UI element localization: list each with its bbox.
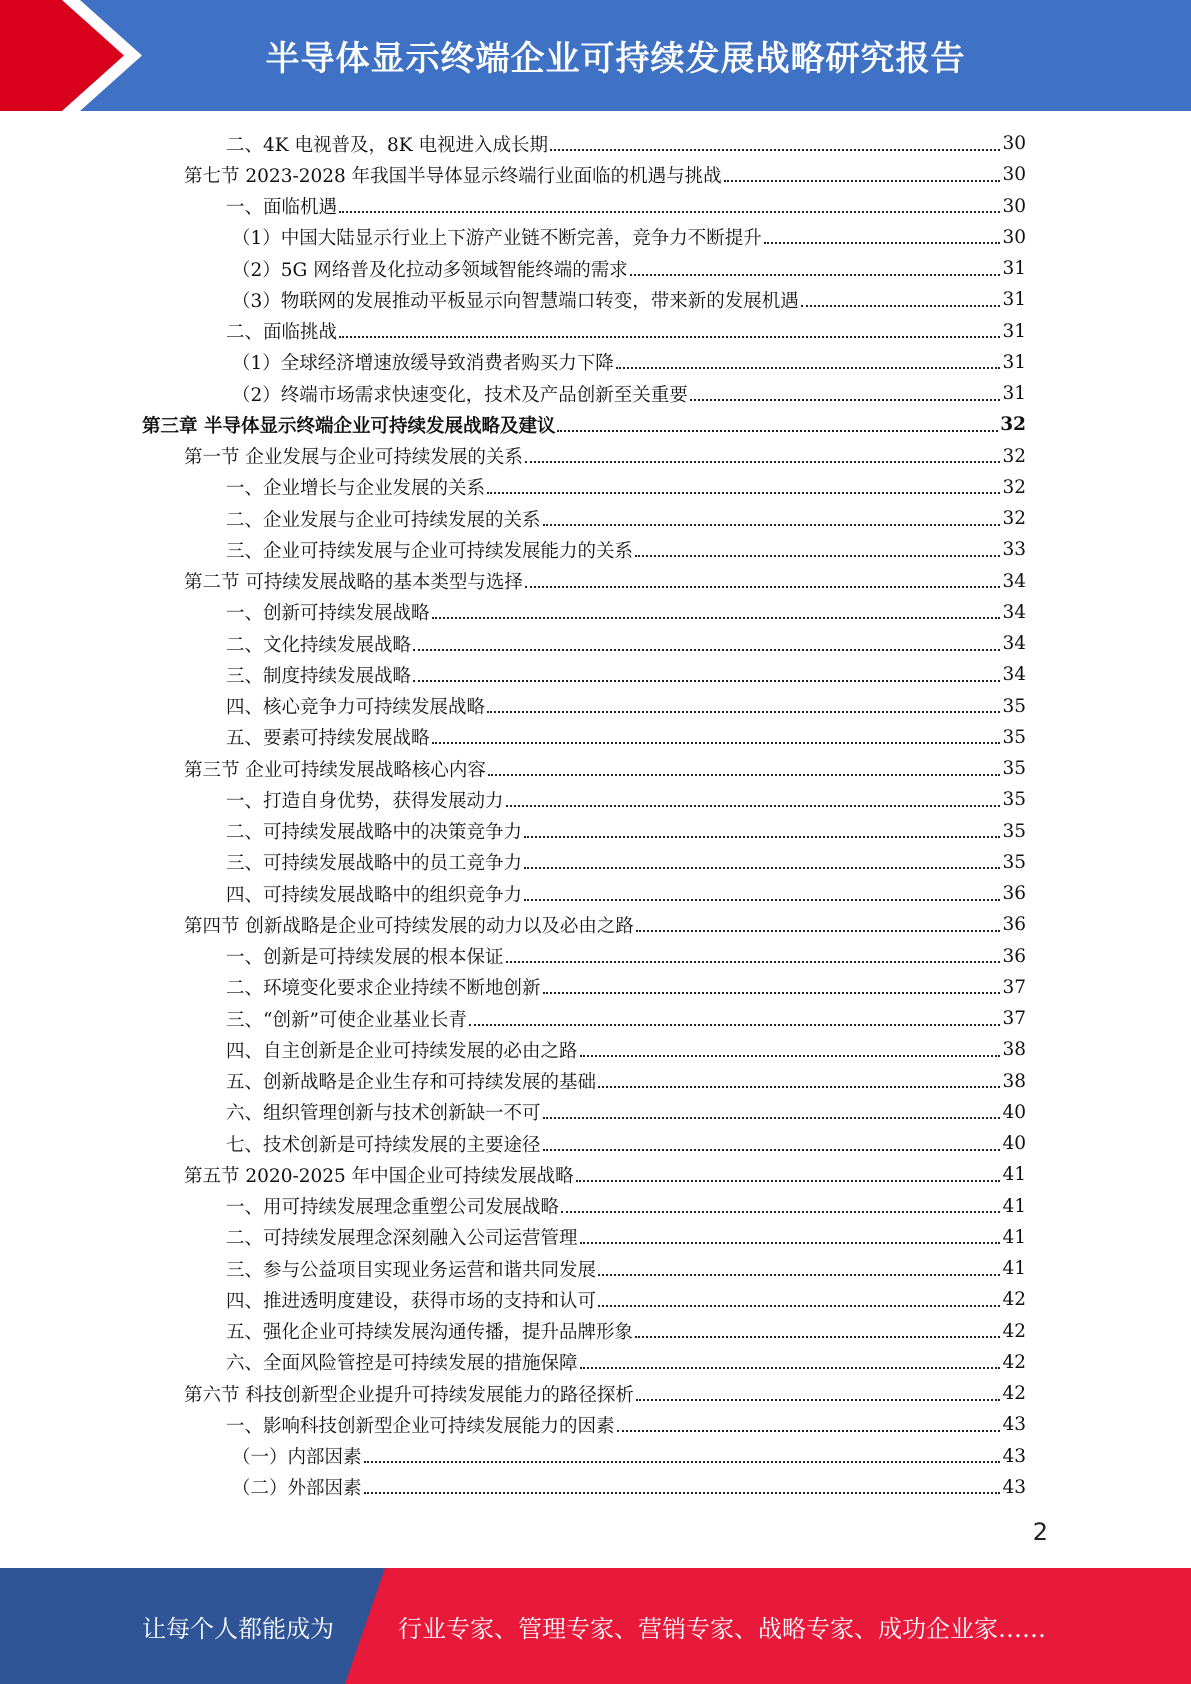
dot-leader xyxy=(413,649,1000,651)
page-header xyxy=(0,0,1191,111)
toc-entry-page: 36 xyxy=(1002,914,1026,936)
toc-entry[interactable] xyxy=(142,284,1026,315)
dot-leader xyxy=(543,1149,1001,1151)
dot-leader xyxy=(598,1274,1000,1276)
toc-entry[interactable] xyxy=(142,1159,1026,1190)
toc-entry-title: 四、推进透明度建设，获得市场的支持和认可 xyxy=(226,1290,597,1312)
dot-leader xyxy=(339,211,1000,213)
page-footer xyxy=(0,1568,1191,1684)
toc-entry[interactable] xyxy=(142,1409,1026,1440)
toc-entry-page: 41 xyxy=(1002,1195,1026,1217)
toc-entry[interactable] xyxy=(142,503,1026,534)
toc-entry-title: 六、组织管理创新与技术创新缺一不可 xyxy=(226,1103,541,1125)
dot-leader xyxy=(580,1055,1001,1057)
toc-entry-title: 六、全面风险管控是可持续发展的措施保障 xyxy=(226,1353,578,1375)
toc-entry-page: 43 xyxy=(1002,1445,1026,1467)
dot-leader xyxy=(524,867,1000,869)
dot-leader xyxy=(364,1492,1001,1494)
toc-entry[interactable] xyxy=(142,253,1026,284)
dot-leader xyxy=(576,1180,1001,1182)
toc-entry-page: 35 xyxy=(1002,851,1026,873)
dot-leader xyxy=(764,242,1001,244)
toc-entry-page: 35 xyxy=(1002,695,1026,717)
toc-entry-page: 33 xyxy=(1002,539,1026,561)
toc-entry-page: 31 xyxy=(1002,258,1026,280)
dot-leader xyxy=(801,305,1001,307)
toc-entry-title: 二、可持续发展理念深刻融入公司运营管理 xyxy=(226,1228,578,1250)
toc-entry-page: 42 xyxy=(1002,1289,1026,1311)
toc-entry-title: 一、面临机遇 xyxy=(226,197,338,219)
toc-entry-title: 一、影响科技创新型企业可持续发展能力的因素 xyxy=(226,1415,615,1437)
toc-entry-page: 35 xyxy=(1002,789,1026,811)
toc-entry-title: 七、技术创新是可持续发展的主要途径 xyxy=(226,1134,541,1156)
toc-entry-page: 35 xyxy=(1002,820,1026,842)
toc-entry-title: 三、制度持续发展战略 xyxy=(226,665,412,687)
toc-entry-page: 31 xyxy=(1002,320,1026,342)
toc-entry-page: 41 xyxy=(1002,1164,1026,1186)
toc-entry[interactable] xyxy=(142,409,1026,440)
toc-entry-title: （1）中国大陆显示行业上下游产业链不断完善，竞争力不断提升 xyxy=(232,228,762,250)
toc-entry-page: 30 xyxy=(1002,226,1026,248)
toc-entry-page: 38 xyxy=(1002,1070,1026,1092)
toc-entry-title: 第六节 科技创新型企业提升可持续发展能力的路径探析 xyxy=(184,1384,634,1406)
toc-entry-page: 43 xyxy=(1002,1414,1026,1436)
toc-entry-page: 34 xyxy=(1002,570,1026,592)
dot-leader xyxy=(432,742,1001,744)
toc-entry[interactable] xyxy=(142,1003,1026,1034)
dot-leader xyxy=(524,836,1000,838)
toc-entry-title: 一、打造自身优势，获得发展动力 xyxy=(226,790,504,812)
toc-entry-page: 34 xyxy=(1002,633,1026,655)
toc-entry[interactable] xyxy=(142,534,1026,565)
dot-leader xyxy=(413,680,1000,682)
toc-entry-page: 30 xyxy=(1002,164,1026,186)
toc-entry[interactable] xyxy=(142,566,1026,597)
dot-leader xyxy=(487,492,1000,494)
toc-entry[interactable] xyxy=(142,659,1026,690)
toc-entry-title: 第五节 2020-2025 年中国企业可持续发展战略 xyxy=(184,1165,574,1187)
report-title: 半导体显示终端企业可持续发展战略研究报告 xyxy=(265,39,966,79)
toc-entry-page: 34 xyxy=(1002,664,1026,686)
toc-entry[interactable] xyxy=(142,753,1026,784)
toc-entry-title: 二、4K 电视普及，8K 电视进入成长期 xyxy=(226,134,548,156)
toc-entry-title: 第四节 创新战略是企业可持续发展的动力以及必由之路 xyxy=(184,915,634,937)
toc-entry[interactable] xyxy=(142,1128,1026,1159)
toc-entry[interactable] xyxy=(142,128,1026,159)
toc-entry[interactable] xyxy=(142,878,1026,909)
toc-entry[interactable] xyxy=(142,159,1026,190)
toc-entry-page: 32 xyxy=(1002,476,1026,498)
toc-entry-title: 五、创新战略是企业生存和可持续发展的基础 xyxy=(226,1072,597,1094)
dot-leader xyxy=(724,180,1001,182)
dot-leader xyxy=(636,930,1001,932)
dot-leader xyxy=(524,899,1000,901)
toc-entry[interactable] xyxy=(142,1066,1026,1097)
toc-entry-title: （二）外部因素 xyxy=(232,1478,362,1500)
dot-leader xyxy=(364,1461,1001,1463)
footer-slogan-right: 行业专家、管理专家、营销专家、战略专家、成功企业家…… xyxy=(398,1614,1046,1643)
dot-leader xyxy=(487,711,1000,713)
toc-entry-title: 三、企业可持续发展与企业可持续发展能力的关系 xyxy=(226,540,634,562)
dot-leader xyxy=(543,524,1001,526)
dot-leader xyxy=(339,336,1000,338)
toc-entry-page: 36 xyxy=(1002,883,1026,905)
toc-entry-title: 一、创新是可持续发展的根本保证 xyxy=(226,947,504,969)
toc-entry-page: 35 xyxy=(1002,758,1026,780)
toc-entry-page: 36 xyxy=(1002,945,1026,967)
toc-entry-page: 31 xyxy=(1002,289,1026,311)
dot-leader xyxy=(598,1086,1000,1088)
toc-entry-page: 43 xyxy=(1002,1476,1026,1498)
toc-entry[interactable] xyxy=(142,191,1026,222)
dot-leader xyxy=(561,1211,1000,1213)
footer-slogan-left: 让每个人都能成为 xyxy=(142,1614,334,1643)
toc-entry[interactable] xyxy=(142,222,1026,253)
dot-leader xyxy=(432,617,1001,619)
toc-entry-title: 第七节 2023-2028 年我国半导体显示终端行业面临的机遇与挑战 xyxy=(184,165,722,187)
dot-leader xyxy=(469,1024,1001,1026)
toc-entry[interactable] xyxy=(142,597,1026,628)
dot-leader xyxy=(557,430,998,432)
toc-entry-page: 34 xyxy=(1002,601,1026,623)
toc-entry-page: 32 xyxy=(1002,508,1026,530)
toc-entry-title: 四、可持续发展战略中的组织竞争力 xyxy=(226,884,523,906)
dot-leader xyxy=(488,774,1001,776)
toc-entry[interactable] xyxy=(142,784,1026,815)
dot-leader xyxy=(616,367,1001,369)
toc-entry-title: 五、要素可持续发展战略 xyxy=(226,728,430,750)
toc-entry-title: 三、参与公益项目实现业务运营和谐共同发展 xyxy=(226,1259,597,1281)
toc-entry-page: 41 xyxy=(1002,1226,1026,1248)
toc-entry-title: （3）物联网的发展推动平板显示向智慧端口转变，带来新的发展机遇 xyxy=(232,290,799,312)
toc-entry-title: （1）全球经济增速放缓导致消费者购买力下降 xyxy=(232,353,614,375)
toc-entry[interactable] xyxy=(142,909,1026,940)
page-number: 2 xyxy=(1032,1518,1048,1546)
toc-entry-title: 四、自主创新是企业可持续发展的必由之路 xyxy=(226,1040,578,1062)
toc-entry-page: 41 xyxy=(1002,1258,1026,1280)
toc-entry-page: 42 xyxy=(1002,1351,1026,1373)
toc-entry[interactable] xyxy=(142,628,1026,659)
dot-leader xyxy=(506,805,1001,807)
toc-entry[interactable] xyxy=(142,441,1026,472)
toc-entry-page: 38 xyxy=(1002,1039,1026,1061)
toc-entry-title: 二、环境变化要求企业持续不断地创新 xyxy=(226,978,541,1000)
toc-entry-page: 32 xyxy=(1000,414,1026,436)
toc-entry-page: 32 xyxy=(1002,445,1026,467)
toc-entry-title: 三、可持续发展战略中的员工竞争力 xyxy=(226,853,523,875)
toc-entry[interactable] xyxy=(142,1253,1026,1284)
toc-entry[interactable] xyxy=(142,316,1026,347)
toc-entry-title: 一、创新可持续发展战略 xyxy=(226,603,430,625)
toc-entry[interactable] xyxy=(142,472,1026,503)
toc-entry[interactable] xyxy=(142,378,1026,409)
toc-entry[interactable] xyxy=(142,1097,1026,1128)
toc-entry-title: 二、文化持续发展战略 xyxy=(226,634,412,656)
toc-entry-title: 第一节 企业发展与企业可持续发展的关系 xyxy=(184,447,523,469)
toc-entry-page: 42 xyxy=(1002,1383,1026,1405)
toc-entry-page: 35 xyxy=(1002,726,1026,748)
toc-entry[interactable] xyxy=(142,816,1026,847)
toc-entry-title: （2）终端市场需求快速变化，技术及产品创新至关重要 xyxy=(232,384,688,406)
toc-entry-page: 37 xyxy=(1002,1008,1026,1030)
toc-entry-title: 一、企业增长与企业发展的关系 xyxy=(226,478,486,500)
toc-entry[interactable] xyxy=(142,691,1026,722)
toc-entry[interactable] xyxy=(142,1441,1026,1472)
dot-leader xyxy=(543,1117,1001,1119)
toc-entry-title: 一、用可持续发展理念重塑公司发展战略 xyxy=(226,1197,560,1219)
toc-entry-title: 四、核心竞争力可持续发展战略 xyxy=(226,697,486,719)
dot-leader xyxy=(543,992,1001,994)
dot-leader xyxy=(580,1367,1001,1369)
toc-entry-title: （2）5G 网络普及化拉动多领域智能终端的需求 xyxy=(232,259,628,281)
dot-leader xyxy=(630,274,1001,276)
dot-leader xyxy=(525,586,1001,588)
dot-leader xyxy=(635,555,1000,557)
toc-entry-title: 二、可持续发展战略中的决策竞争力 xyxy=(226,822,523,844)
toc-entry-title: 三、“创新”可使企业基业长青 xyxy=(226,1009,467,1031)
dot-leader xyxy=(635,1336,1000,1338)
toc-entry-title: 二、企业发展与企业可持续发展的关系 xyxy=(226,509,541,531)
toc-entry-page: 30 xyxy=(1002,133,1026,155)
toc-entry-page: 31 xyxy=(1002,351,1026,373)
toc-entry[interactable] xyxy=(142,1191,1026,1222)
toc-entry[interactable] xyxy=(142,1034,1026,1065)
toc-entry[interactable] xyxy=(142,1378,1026,1409)
dot-leader xyxy=(690,399,1001,401)
dot-leader xyxy=(636,1399,1001,1401)
toc-entry-page: 37 xyxy=(1002,976,1026,998)
dot-leader xyxy=(525,461,1001,463)
chevron-decoration-icon xyxy=(0,0,150,111)
toc-entry[interactable] xyxy=(142,847,1026,878)
table-of-contents xyxy=(142,128,1026,1503)
toc-entry-page: 40 xyxy=(1002,1133,1026,1155)
toc-entry[interactable] xyxy=(142,347,1026,378)
toc-entry[interactable] xyxy=(142,972,1026,1003)
dot-leader xyxy=(506,961,1001,963)
toc-entry-page: 30 xyxy=(1002,195,1026,217)
dot-leader xyxy=(617,1430,1001,1432)
toc-entry[interactable] xyxy=(142,1347,1026,1378)
dot-leader xyxy=(550,149,1001,151)
toc-entry-title: 第二节 可持续发展战略的基本类型与选择 xyxy=(184,572,523,594)
dot-leader xyxy=(580,1242,1001,1244)
toc-entry-title: 五、强化企业可持续发展沟通传播，提升品牌形象 xyxy=(226,1322,634,1344)
toc-entry[interactable] xyxy=(142,1472,1026,1503)
toc-entry[interactable] xyxy=(142,1284,1026,1315)
toc-entry-title: 二、面临挑战 xyxy=(226,322,338,344)
toc-entry-page: 42 xyxy=(1002,1320,1026,1342)
toc-entry-title: 第三节 企业可持续发展战略核心内容 xyxy=(184,759,486,781)
toc-entry-page: 31 xyxy=(1002,383,1026,405)
toc-entry-page: 40 xyxy=(1002,1101,1026,1123)
toc-entry-title: 第三章 半导体显示终端企业可持续发展战略及建议 xyxy=(142,415,556,437)
toc-entry[interactable] xyxy=(142,941,1026,972)
dot-leader xyxy=(598,1305,1000,1307)
toc-entry-title: （一）内部因素 xyxy=(232,1447,362,1469)
toc-entry[interactable] xyxy=(142,722,1026,753)
toc-entry[interactable] xyxy=(142,1316,1026,1347)
toc-entry[interactable] xyxy=(142,1222,1026,1253)
